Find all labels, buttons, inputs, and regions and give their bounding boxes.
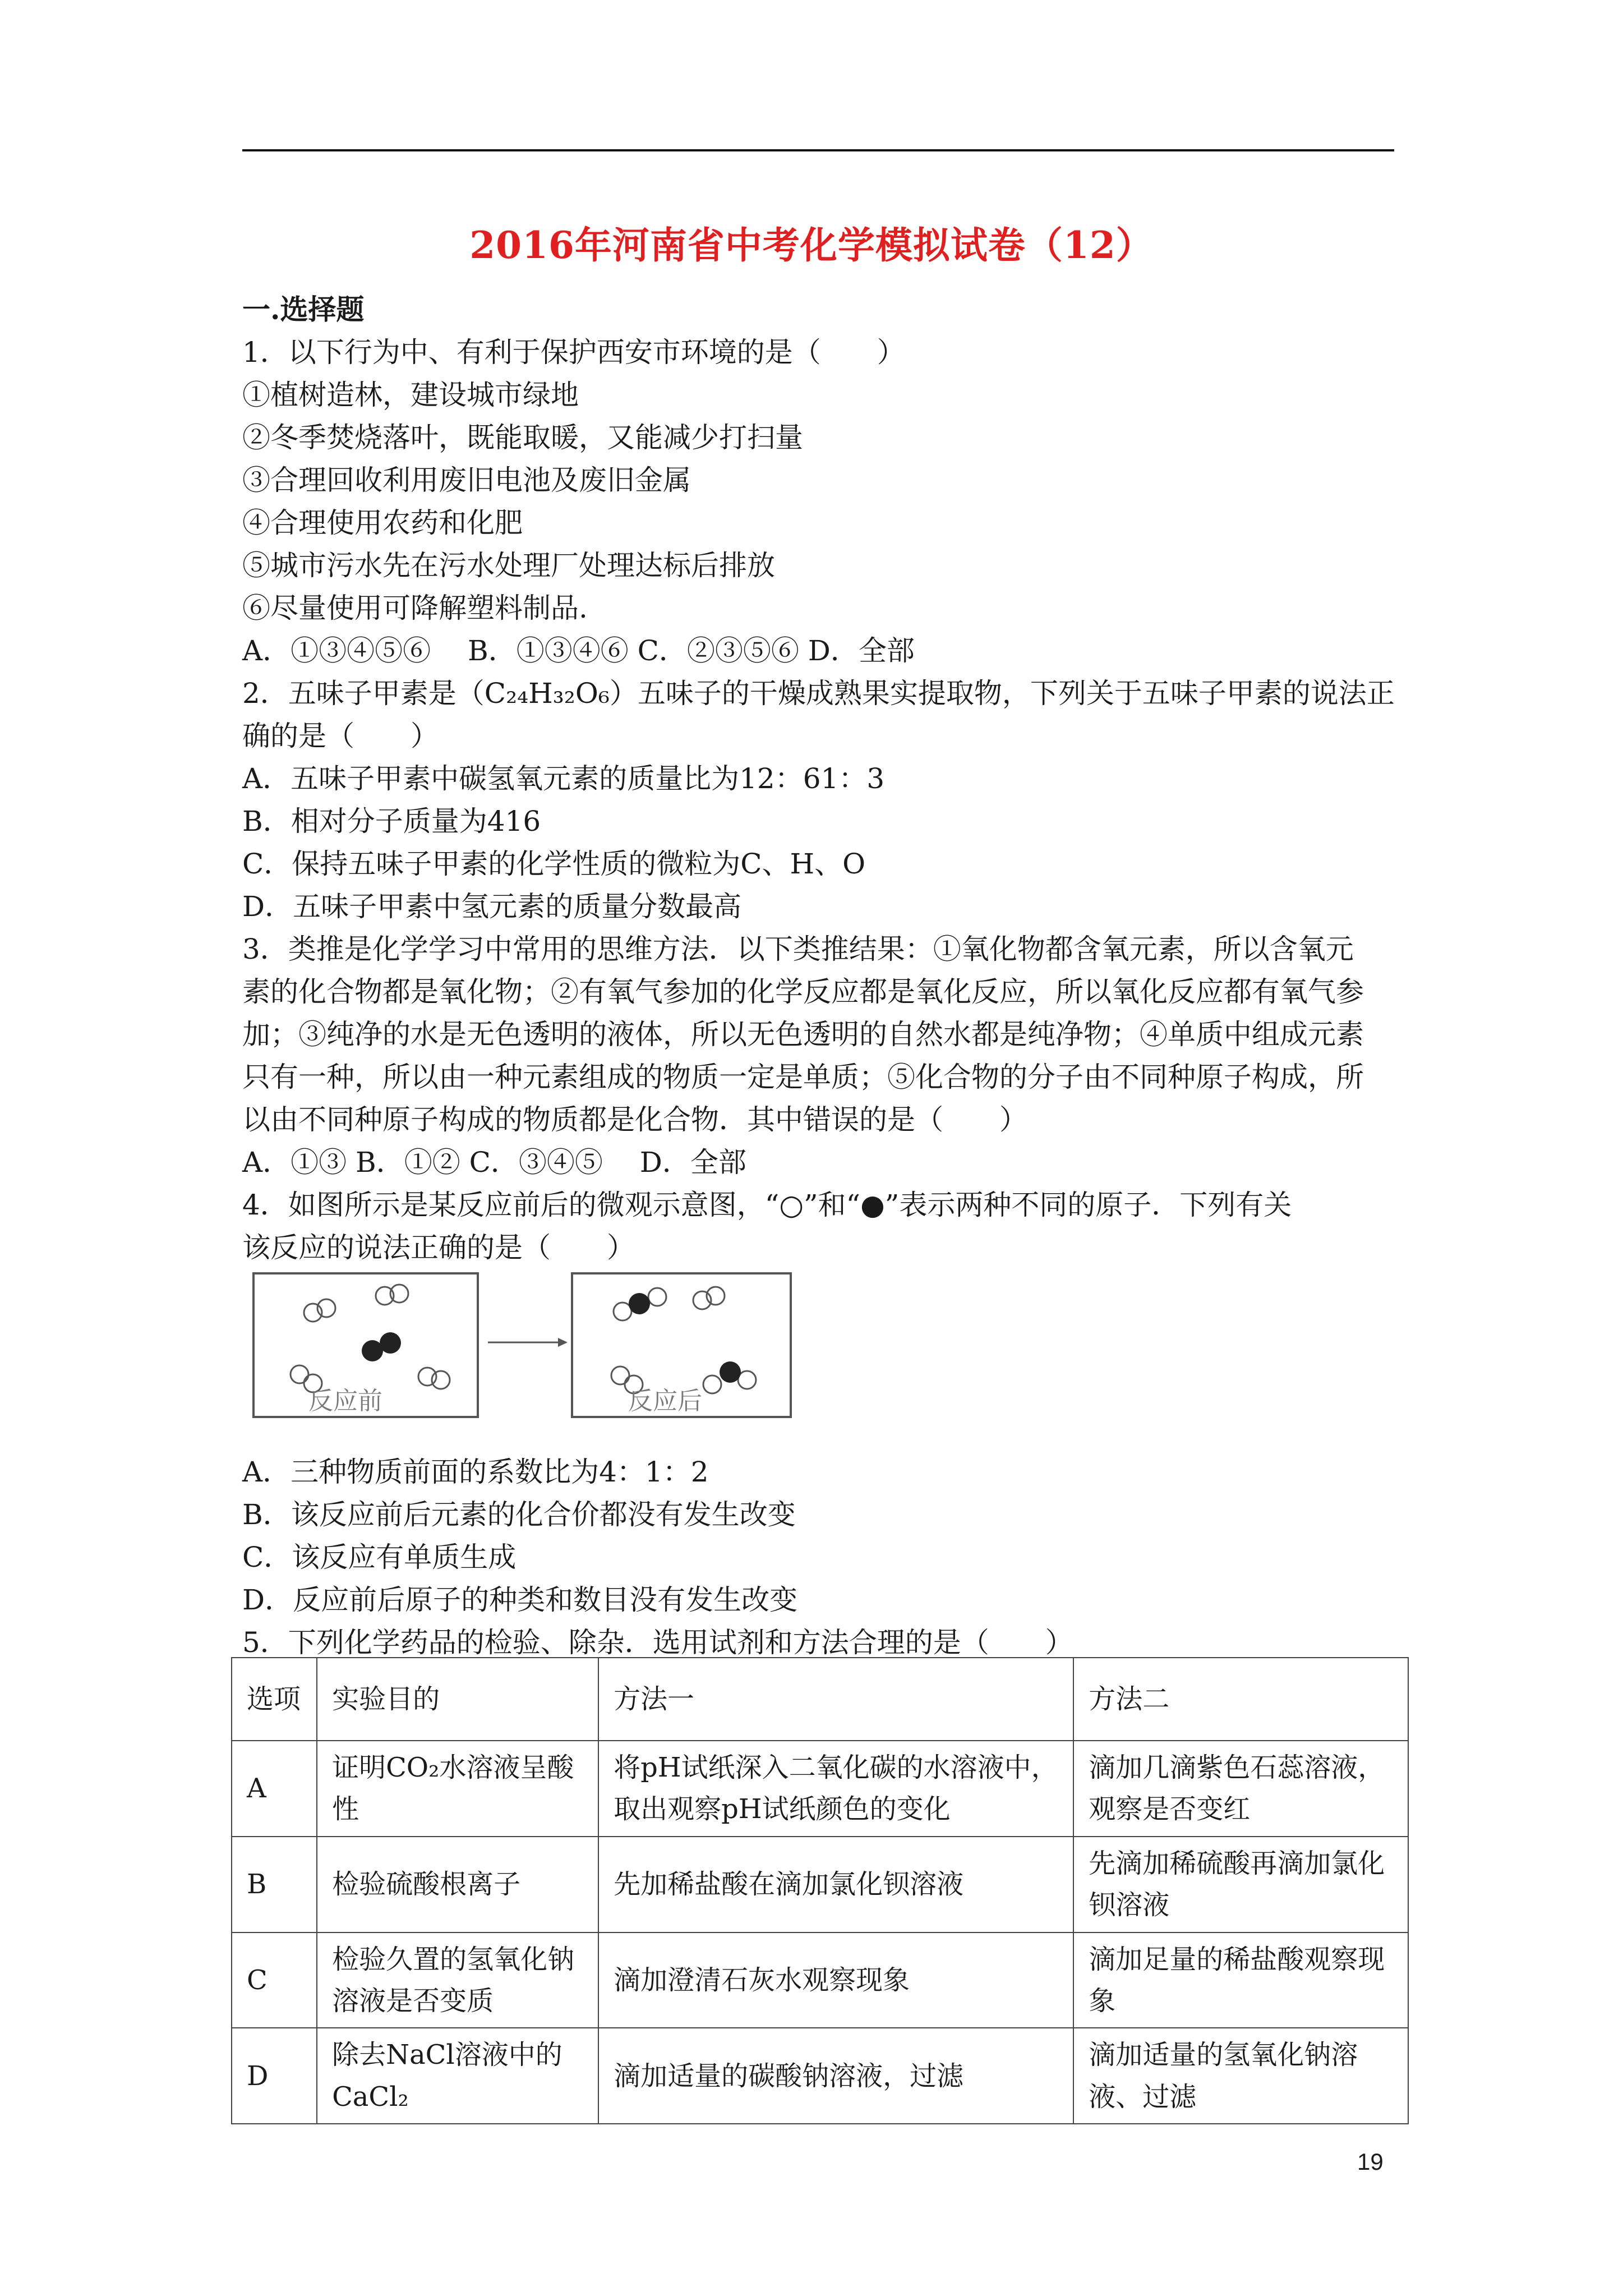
q4-stem-1: 4．如图所示是某反应前后的微观示意图，“○”和“●”表示两种不同的原子．下列有关 xyxy=(242,1189,1292,1221)
row-label: C xyxy=(232,1932,317,2028)
q2-stem-2: 确的是（ ） xyxy=(242,720,439,752)
row-method1: 滴加适量的碳酸钠溶液，过滤 xyxy=(598,2028,1073,2124)
q4-option-d: D．反应前后原子的种类和数目没有发生改变 xyxy=(242,1584,798,1616)
header-option: 选项 xyxy=(232,1658,317,1741)
section-heading: 一.选择题 xyxy=(242,293,365,326)
before-dark-atoms xyxy=(362,1332,401,1361)
q2-option-b: B．相对分子质量为416 xyxy=(242,805,541,838)
q1-item-2: ②冬季焚烧落叶，既能取暖，又能减少打扫量 xyxy=(242,421,803,454)
q4-option-a: A．三种物质前面的系数比为4：1：2 xyxy=(242,1456,709,1488)
row-label: A xyxy=(232,1741,317,1837)
q1-item-6: ⑥尽量使用可降解塑料制品. xyxy=(242,592,588,624)
q1-item-3: ③合理回收利用废旧电池及废旧金属 xyxy=(242,464,691,496)
q1-item-1: ①植树造林，建设城市绿地 xyxy=(242,379,579,411)
q3-stem-5: 以由不同种原子构成的物质都是化合物．其中错误的是（ ） xyxy=(242,1103,1027,1136)
table-row xyxy=(232,1932,1408,2028)
reaction-diagram xyxy=(247,1267,799,1433)
header-method2: 方法二 xyxy=(1073,1658,1408,1741)
row-label: D xyxy=(232,2028,317,2124)
q3-stem-4: 只有一种，所以由一种元素组成的物质一定是单质；⑤化合物的分子由不同种原子构成，所 xyxy=(242,1061,1364,1093)
q3-stem-3: 加；③纯净的水是无色透明的液体，所以无色透明的自然水都是纯净物；④单质中组成元素 xyxy=(242,1018,1364,1051)
header-purpose: 实验目的 xyxy=(317,1658,598,1741)
q2-option-a: A．五味子甲素中碳氢氧元素的质量比为12：61：3 xyxy=(242,762,885,795)
q4-option-c: C．该反应有单质生成 xyxy=(242,1541,517,1573)
row-method1: 先加稀盐酸在滴加氯化钡溶液 xyxy=(598,1837,1073,1932)
header-method1: 方法一 xyxy=(598,1658,1073,1741)
q2-option-c: C．保持五味子甲素的化学性质的微粒为C、H、O xyxy=(242,848,866,880)
before-label: 反应前 xyxy=(308,1387,382,1415)
q2-stem-1: 2．五味子甲素是（C₂₄H₃₂O₆）五味子的干燥成熟果实提取物，下列关于五味子甲素的说法正 xyxy=(242,677,1395,710)
row-method2: 滴加适量的氢氧化钠溶液、过滤 xyxy=(1073,2028,1408,2124)
before-molecules xyxy=(291,1285,450,1392)
row-method1: 滴加澄清石灰水观察现象 xyxy=(598,1932,1073,2028)
q1-options: A．①③④⑤⑥ B．①③④⑥ C．②③⑤⑥ D．全部 xyxy=(242,634,915,667)
row-method2: 滴加足量的稀盐酸观察现象 xyxy=(1073,1932,1408,2028)
table-row xyxy=(232,2028,1408,2124)
row-purpose: 检验硫酸根离子 xyxy=(317,1837,598,1932)
table-row xyxy=(232,1837,1408,1932)
arrow-head xyxy=(558,1338,568,1347)
row-purpose: 除去NaCl溶液中的CaCl₂ xyxy=(317,2028,598,2124)
q5-stem: 5．下列化学药品的检验、除杂．选用试剂和方法合理的是（ ） xyxy=(242,1626,1073,1659)
row-method1: 将pH试纸深入二氧化碳的水溶液中，取出观察pH试纸颜色的变化 xyxy=(598,1741,1073,1837)
row-purpose: 证明CO₂水溶液呈酸性 xyxy=(317,1741,598,1837)
header-rule xyxy=(242,149,1394,151)
q2-option-d: D．五味子甲素中氢元素的质量分数最高 xyxy=(242,890,742,923)
q3-options: A．①③ B．①② C．③④⑤ D．全部 xyxy=(242,1146,746,1179)
q3-stem-1: 3．类推是化学学习中常用的思维方法．以下类推结果：①氧化物都含氧元素，所以含氧元 xyxy=(242,933,1354,965)
q4-option-b: B．该反应前后元素的化合价都没有发生改变 xyxy=(242,1498,796,1531)
after-label: 反应后 xyxy=(628,1387,702,1415)
q4-stem-2: 该反应的说法正确的是（ ） xyxy=(242,1231,635,1264)
table-row xyxy=(232,1741,1408,1837)
q1-stem: 1．以下行为中、有利于保护西安市环境的是（ ） xyxy=(242,336,905,369)
row-purpose: 检验久置的氢氧化钠溶液是否变质 xyxy=(317,1932,598,2028)
table-header-row xyxy=(232,1658,1408,1741)
row-label: B xyxy=(232,1837,317,1932)
page-number: 19 xyxy=(1357,2148,1384,2175)
row-method2: 先滴加稀硫酸再滴加氯化钡溶液 xyxy=(1073,1837,1408,1932)
page-title: 2016年河南省中考化学模拟试卷（12） xyxy=(469,223,1154,267)
row-method2: 滴加几滴紫色石蕊溶液，观察是否变红 xyxy=(1073,1741,1408,1837)
q1-item-4: ④合理使用农药和化肥 xyxy=(242,507,523,539)
q3-stem-2: 素的化合物都是氧化物；②有氧气参加的化学反应都是氧化反应，所以氧化反应都有氧气参 xyxy=(242,976,1364,1008)
q5-table xyxy=(231,1657,1409,2124)
after-dark-atoms xyxy=(629,1293,741,1383)
q1-item-5: ⑤城市污水先在污水处理厂处理达标后排放 xyxy=(242,549,775,582)
